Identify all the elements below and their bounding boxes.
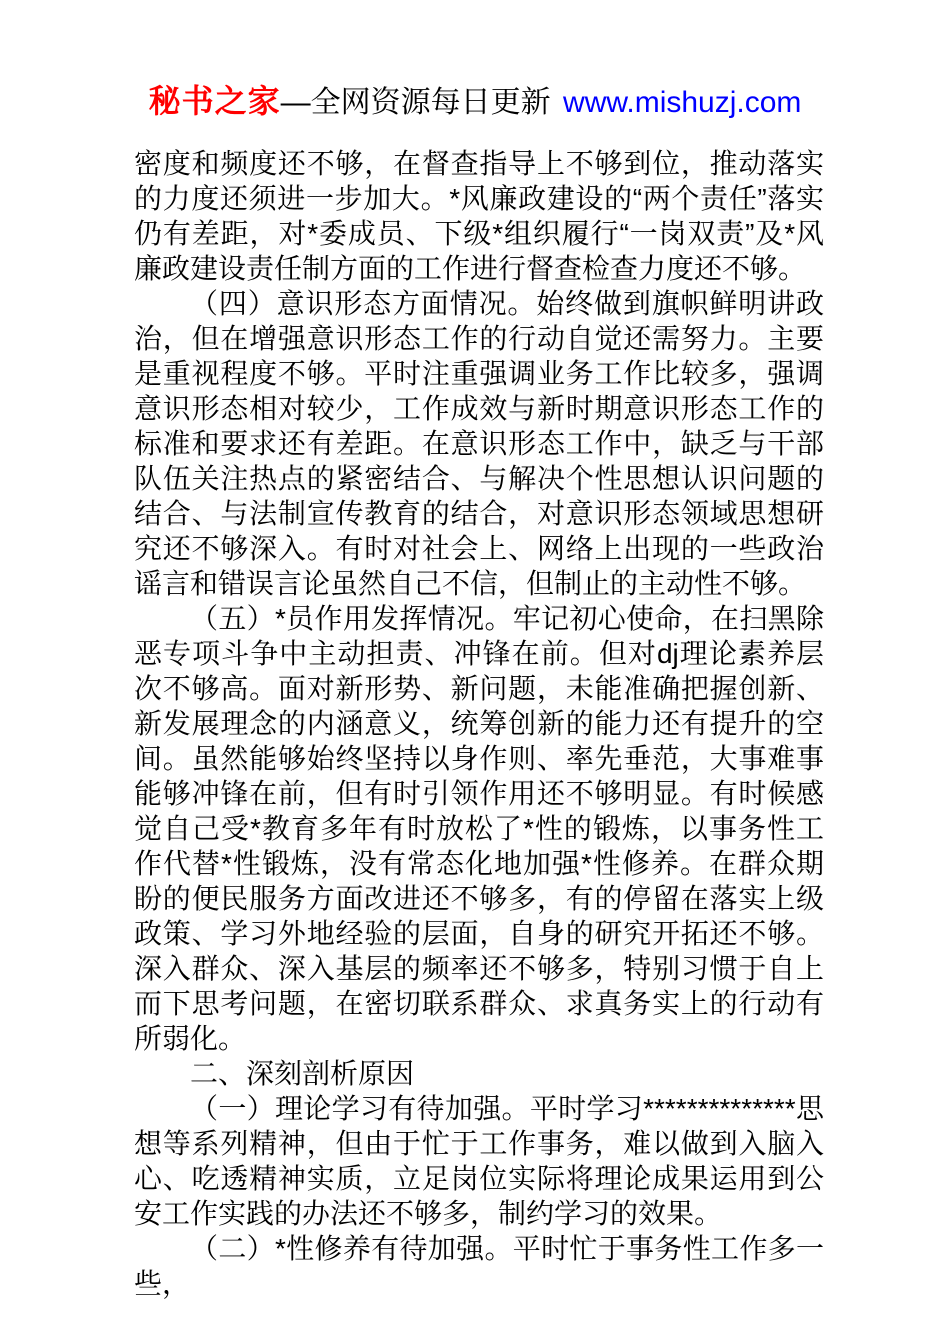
heading-deep-analysis-of-causes: 二、深刻剖析原因 (190, 1058, 415, 1089)
site-brand-text: 秘书之家 (148, 83, 281, 119)
paragraph-cause-ii-cultivation: （二）*性修养有待加强。平时忙于事务性工作多一些， (134, 1233, 824, 1299)
paragraph-section-iv-ideology: （四）意识形态方面情况。始终做到旗帜鲜明讲政治，但在增强意识形态工作的行动自觉还需努力。主要是重视程度不够。平时注重强调业务工作比较多，强调意识形态相对较少，工作成效与新时期意识形态工作的标准和要求还有差距。在意识形态工作中，缺乏与干部队伍关注热点的紧密结合、与解决个性思想认识问题的结合、与法制宣传教育的结合，对意识形态领域思想研究还不够深入。有时对社会上、网络上出现的一些政治谣言和错误言论虽然自己不信，但制止的主动性不够。 (134, 288, 824, 599)
paragraph-section-v-member-role: （五）*员作用发挥情况。牢记初心使命，在扫黑除恶专项斗争中主动担责、冲锋在前。但对dj理论素养层次不够高。面对新形势、新问题，未能准确把握创新、新发展理念的内涵意义，统筹创新的能力还有提升的空间。虽然能够始终坚持以身作则、率先垂范，大事难事能够冲锋在前，但有时引领作用还不够明显。有时候感觉自己受*教育多年有时放松了*性的锻炼，以事务性工作代替*性锻炼，没有常态化地加强*性修养。在群众期盼的便民服务方面改进还不够多，有的停留在落实上级政策、学习外地经验的层面，自身的研究开拓还不够。深入群众、深入基层的频率还不够多，特别习惯于自上而下思考问题，在密切联系群众、求真务实上的行动有所弱化。 (134, 603, 824, 1054)
site-header (0, 0, 950, 122)
site-url-link[interactable]: www.mishuzj.com (563, 86, 802, 119)
paragraph-cause-i-theory-study: （一）理论学习有待加强。平时学习**************思想等系列精神，但由于忙于工作事务，难以做到入脑入心、吃透精神实质，立足岗位实际将理论成果运用到公安工作实践的办法还不够多，制约学习的效果。 (134, 1093, 824, 1229)
site-tagline-text: —全网资源每日更新 (280, 86, 551, 119)
document-body (134, 146, 824, 1301)
paragraph-continuation: 密度和频度还不够，在督查指导上不够到位，推动落实的力度还须进一步加大。*风廉政建设的“两个责任”落实仍有差距，对*委成员、下级*组织履行“一岗双责”及*风廉政建设责任制方面的工作进行督查检查力度还不够。 (134, 148, 824, 284)
